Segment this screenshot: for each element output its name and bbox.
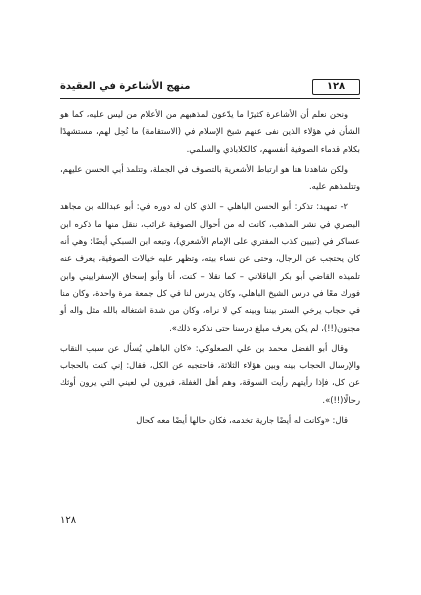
paragraph-1: ونحن نعلم أن الأشاعرة كثيرًا ما يدّعون لمذهبهم من الأعلام من ليس عليه، كما هو الشأن في هؤلاء الذين نفى عنهم شيخ الإسلام في (الاستقامة) ما نُحِل لهم، مستشهدًا بكلام قدماء الصوفية أنفسهم، كالكلاباذي والسلمي.: [60, 109, 360, 154]
paragraph-quote: وقال أبو الفضل محمد بن علي الصعلوكي: «كان الباهلي يُسأل عن سبب النقاب والإرسال الحجاب بينه وبين هؤلاء الثلاثة، فاحتجبه عن الكل، فقال: إني كنت بالحجاب عن كل، فإذا رأيتهم رأيت السوقة، وهم أهل الغفلة، فيرون لي لعيني التي يرون أوثك رحالًا(!!)».: [60, 342, 360, 405]
footer-page-number: ١٢٨: [60, 515, 77, 526]
body-text: [60, 106, 360, 429]
running-header: [60, 79, 360, 95]
paragraph-2: ولكن شاهدنا هنا هو ارتباط الأشعرية بالتصوف في الجملة، وتتلمذ أبي الحسن عليهم، وتتلمذهم عليه.: [60, 163, 360, 192]
running-title: منهج الأشاعرة في العقيدة: [60, 81, 191, 92]
paragraph-3: ٢- تمهيد: تذكر: أبو الحسن الباهلي – الذي كان له دوره في: أبو عبدالله بن مجاهد البصري في نشر المذهب، كانت له من أحوال الصوفية غرائب، ننقل منها ما ذكره ابن عساكر في (تبيين كذب المفتري على الإمام الأشعري)، وتبعه ابن السبكي أيضًا: وهي أنه كان يحتجب عن الرجال، وحتى عن نساء بيته، وتظهر عليه خيالات الصوفية، يعرف عنه تلميذه القاضي أبو بكر الباقلاني – كما نقلا – كنت، أنا وأبو إسحاق الإسفراييني وابن فورك معًا في درس الشيخ الباهلي، وكان يدرس لنا في كل جمعة مرة واحدة، وكان منا في حجاب يرخي الستر بيننا وبينه كي لا نراه، وكان من شدة اشتغاله بالله مثل واله أو مجنون(!!)، لم يكن يعرف مبلغ درسنا حتى نذكره ذلك».: [60, 201, 360, 333]
header-page-number: ١٢٨: [312, 79, 360, 95]
paragraph-last-line: قال: «وكانت له أيضًا جارية تخدمه، فكان حالها أيضًا معه كحال: [136, 415, 348, 426]
header-rule: [60, 98, 360, 99]
